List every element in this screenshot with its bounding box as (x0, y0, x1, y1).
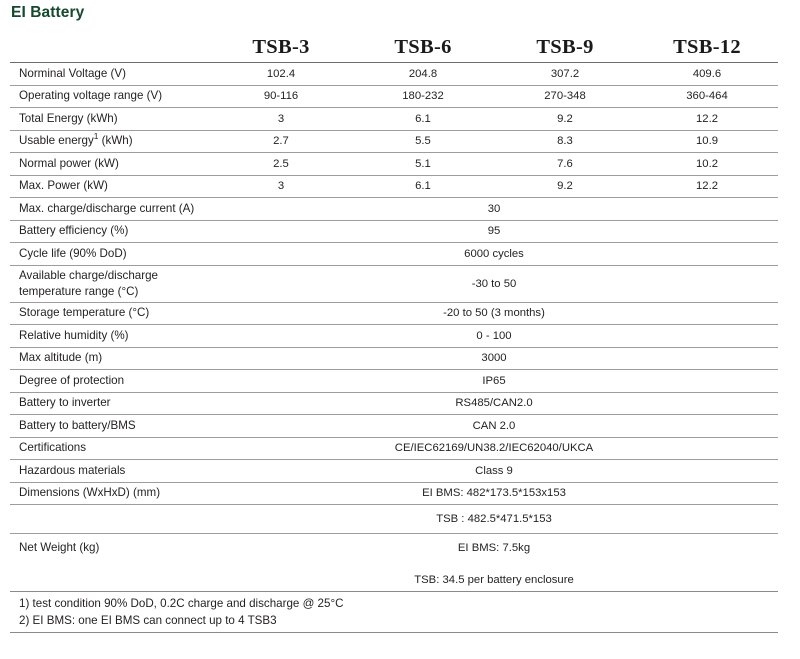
row-value: 6.1 (352, 108, 494, 131)
table-row (10, 505, 778, 534)
row-value: 10.2 (636, 153, 778, 176)
row-label: Dimensions (WxHxD) (mm) (10, 482, 210, 505)
row-value: 270-348 (494, 85, 636, 108)
row-value: 5.1 (352, 153, 494, 176)
row-value: EI BMS: 7.5kg (210, 534, 778, 563)
row-label: Storage temperature (°C) (10, 302, 210, 325)
row-value: 8.3 (494, 130, 636, 153)
row-value: 9.2 (494, 108, 636, 131)
column-header-tsb-3: TSB-3 (252, 35, 310, 58)
row-value: 90-116 (210, 85, 352, 108)
row-label: Total Energy (kWh) (10, 108, 210, 131)
table-row (10, 265, 778, 302)
row-value: CE/IEC62169/UN38.2/IEC62040/UKCA (210, 437, 778, 460)
row-value: EI BMS: 482*173.5*153x153 (210, 482, 778, 505)
row-value: 102.4 (210, 63, 352, 86)
row-label: Operating voltage range (V) (10, 85, 210, 108)
row-label (10, 265, 210, 302)
table-row (10, 63, 778, 86)
footnote-marker: 1 (93, 131, 99, 142)
row-label: Hazardous materials (10, 460, 210, 483)
row-label (10, 505, 210, 534)
row-value: TSB : 482.5*471.5*153 (210, 505, 778, 534)
row-label: Relative humidity (%) (10, 325, 210, 348)
row-value: 2.7 (210, 130, 352, 153)
row-value: CAN 2.0 (210, 415, 778, 438)
table-row (10, 85, 778, 108)
model-header-row (10, 33, 778, 63)
row-value: 9.2 (494, 175, 636, 198)
table-row (10, 198, 778, 221)
row-value: 6.1 (352, 175, 494, 198)
row-value: Class 9 (210, 460, 778, 483)
table-row (10, 392, 778, 415)
page-title: EI Battery (11, 4, 85, 21)
table-row (10, 534, 778, 563)
row-value: 0 - 100 (210, 325, 778, 348)
row-value: 30 (210, 198, 778, 221)
column-header-tsb-9: TSB-9 (536, 35, 594, 58)
footnote-1: 1) test condition 90% DoD, 0.2C charge and discharge @ 25°C (19, 597, 344, 610)
row-value: 409.6 (636, 63, 778, 86)
table-row (10, 460, 778, 483)
row-value: 7.6 (494, 153, 636, 176)
battery-specifications-table (10, 33, 778, 598)
row-label: Max altitude (m) (10, 347, 210, 370)
header-label-cell (10, 33, 210, 63)
row-label: Max. Power (kW) (10, 175, 210, 198)
row-value: 204.8 (352, 63, 494, 86)
table-row (10, 130, 778, 153)
row-label: Certifications (10, 437, 210, 460)
column-header-tsb-6: TSB-6 (394, 35, 452, 58)
row-label: Cycle life (90% DoD) (10, 243, 210, 266)
row-label-text: Usable energy (19, 134, 94, 147)
row-value: 180-232 (352, 85, 494, 108)
row-label-line-2: temperature range (°C) (19, 284, 139, 298)
table-body (10, 63, 778, 599)
row-label (10, 130, 210, 153)
row-value: RS485/CAN2.0 (210, 392, 778, 415)
table-row (10, 243, 778, 266)
table-row (10, 153, 778, 176)
table-row (10, 482, 778, 505)
row-label: Degree of protection (10, 370, 210, 393)
row-label: Normal power (kW) (10, 153, 210, 176)
row-value: 12.2 (636, 175, 778, 198)
row-value: 3 (210, 175, 352, 198)
row-value: -20 to 50 (3 months) (210, 302, 778, 325)
row-value: 5.5 (352, 130, 494, 153)
table-row (10, 370, 778, 393)
table-header (10, 33, 778, 63)
row-value: 10.9 (636, 130, 778, 153)
footnote-2: 2) EI BMS: one EI BMS can connect up to 4 TSB3 (19, 614, 277, 628)
table-row (10, 302, 778, 325)
table-row (10, 175, 778, 198)
table-row (10, 108, 778, 131)
row-value: 2.5 (210, 153, 352, 176)
row-label: Battery efficiency (%) (10, 220, 210, 243)
row-label: Max. charge/discharge current (A) (10, 198, 210, 221)
row-label: Battery to inverter (10, 392, 210, 415)
table-row (10, 220, 778, 243)
row-value: 12.2 (636, 108, 778, 131)
row-value: 307.2 (494, 63, 636, 86)
row-value: -30 to 50 (210, 265, 778, 302)
row-label-line-1: Available charge/discharge (19, 269, 159, 283)
table-row (10, 347, 778, 370)
row-value: 3000 (210, 347, 778, 370)
row-label: Norminal Voltage (V) (10, 63, 210, 86)
row-value: IP65 (210, 370, 778, 393)
table-row (10, 325, 778, 348)
row-label-suffix: (kWh) (98, 134, 133, 147)
row-value: 95 (210, 220, 778, 243)
table-row (10, 437, 778, 460)
row-value: 6000 cycles (210, 243, 778, 266)
column-header-tsb-12: TSB-12 (673, 35, 741, 58)
row-value: 3 (210, 108, 352, 131)
row-value: 360-464 (636, 85, 778, 108)
row-value: TSB: 34.5 per battery enclosure (414, 574, 574, 586)
row-label: Net Weight (kg) (10, 534, 210, 563)
row-label: Battery to battery/BMS (10, 415, 210, 438)
footnotes-block (10, 591, 778, 633)
table-row (10, 415, 778, 438)
